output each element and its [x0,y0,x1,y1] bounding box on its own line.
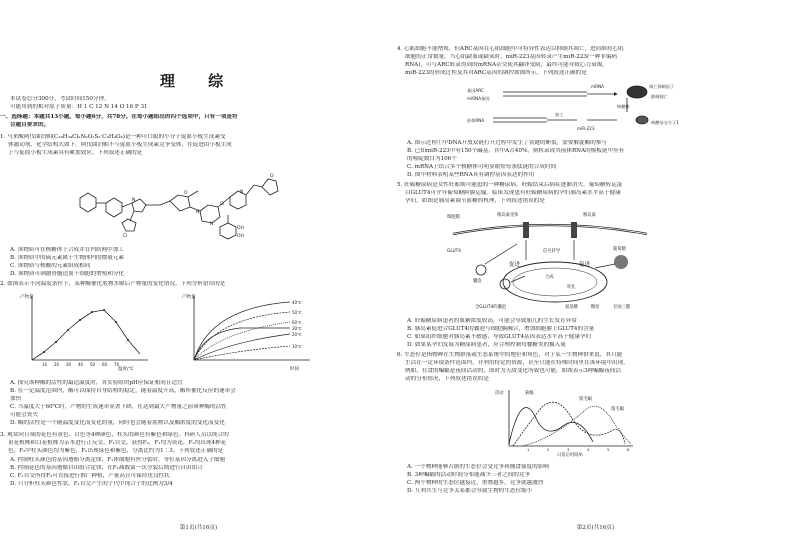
q6-option-b: B. 3种蝙蝠的活动时间分布能减少三者之间的竞争 [407,472,531,478]
q2-graph-temperature [18,292,153,372]
q5-label: 信号转导 [543,249,561,254]
q1-option-b: B. 该物质中的硫元素属于生物体内的微量元素 [10,255,124,261]
q4-option-d: D. 图中材料表明某些RNA具有调控基因表达的作用 [407,172,535,178]
q4-label: 加工 [555,112,564,117]
q3-stem-3: 色，F₂中柱头颜色均为紫色，F₂出现绿色和紫色，分离比约为1∶3。下列叙述正确的是 [8,448,224,454]
q2-option-b-cont: 加快 [10,396,22,402]
q4-stem-2: 细胞的正常数量。当心肌缺血或缺氧时，miR-223基因转录产生miR-223(一种非编码 [405,54,618,60]
q6-series-label: 银毛蝠 [579,397,592,402]
q5-label: 氨基酸 [565,305,578,310]
exam-info-time: 本试卷总分300分，考试时间150分钟。 [10,96,110,102]
svg-text:O: O [184,191,188,196]
q5-option-b: B. 胰岛素促进合GLUT4的囊泡与细胞膜融合，增加细胞膜上GLUT4的含量 [407,326,595,332]
q2-graph1-xlabel: 温度/℃ [118,367,134,372]
q2-graph2-curve-label: 30℃ [292,326,302,331]
q3-option-b: B. 控制花色的基因遵循自由组合定律，在F₁减数第一次分裂后期进行自由组合 [10,465,203,471]
q6-option-d: D. 互利共生与竞争关系都会导致生物的生态位缩小 [407,488,533,494]
q2-option-b: B. 在一定温度范围内，酶可以保持自身结构的稳定，随着温度升高，酶所催化反应的速率会 [10,388,236,394]
q5-stem-1: 5. 妊娠糖尿病是女性妊娠期可能患的一种糖尿病，妊娠结束后病症逐渐消失。葡萄糖转运蛋 [397,182,623,188]
q1-option-a: A. 该物质可在核糖体上合成并在内质网中加工 [10,247,124,253]
q3-option-c: C. F₁自交所得F₂可直接进行推广种植，产量高且可保持优良性状 [10,473,170,479]
q6-xtick: 5 [607,447,610,452]
section-heading-line1: 一、选择题：本题共13小题，每小题6分，共78分。在每小题给出的四个选项中，只有一项是符 [0,114,238,120]
q6-series-label: 菊蝠 [525,391,534,396]
q6-option-a: A. 一个物种能够占据的生态位会受竞争和捕食强度的影响 [407,464,549,470]
exam-info-atomic-mass: 可能用到的相对原子质量：H 1 C 12 N 14 O 16 P 31 [10,104,148,110]
svg-text:OH: OH [237,234,244,239]
page-title: 理 综 [159,72,238,90]
q5-stem-3: 孕妇。如图是胰岛素调节血糖的机理，下列叙述错误的是 [405,198,545,204]
q2-stem: 2. 如图表示不同温度条件下，某种酶催化底物水解后产物量的变化情况。下列分析错误的是 [0,281,226,287]
svg-text:O: O [270,174,274,179]
q6-stem-1: 6. 生态位是指物种在生物群落或生态系统中的地位和角色，对于某一生物种群来说，其只能 [397,352,623,358]
q1-stem-3: 上与促血小板生成素具有累加效应。下列叙述正确的是 [8,150,143,156]
q4-label: 凋亡抑制因子 [649,84,675,89]
q2-graph1-xtick: 40 [78,362,84,367]
q2-graph2-curve-label: 60℃ [292,320,302,325]
svg-text:OH: OH [237,226,244,231]
q1-chemical-structure [70,163,285,243]
q1-stem-2: 体激动剂，化学结构式如下。阿伐曲泊帕不与促血小板生成素竞争受体，在促进由小板生成 [8,142,232,148]
q6-xtick: 2 [547,447,550,452]
q6-xtick: 1 [527,447,530,452]
q2-graph1-xtick: 60 [102,362,108,367]
q6-stem-4: 动的分布情况，下列叙述错误的是 [405,376,489,382]
svg-text:Cl: Cl [123,234,128,239]
q6-bat-activity-graph [493,386,643,458]
svg-text:N: N [210,222,214,227]
q4-label: 核酸杂交分子1 [651,120,679,125]
q4-label: 抑制凋亡 [651,94,668,99]
q4-regulation-diagram [467,80,697,138]
q4-label: 前体RNA [467,118,485,123]
q5-label: 转化 [567,285,576,290]
q4-label: 基因ARC [467,88,484,93]
q4-label: mRNA [591,84,604,89]
q5-option-c: C. 如果组织细胞对胰岛素不敏感，导致GLUT4基因表达水平高于健康孕妇 [407,334,592,340]
q4-label: 核糖体 [617,104,630,109]
q2-graph1-xtick: 20 [54,362,60,367]
q5-label: 葡萄糖 [613,247,626,252]
q2-graph2-curve-label: 40℃ [292,300,302,305]
q2-graph-time [180,292,315,372]
q6-series-label: 蓬毛蝠 [611,407,624,412]
q5-stem-2: 白GLUT4可介导葡萄糖跨膜运输。临床发现患有妊娠糖尿病的孕妇胰岛素水平高于健康 [405,190,621,196]
q5-label: 合成 [545,275,554,280]
q2-option-c: C. 当温度大于60℃时，产物的生成速率显著下降，在达到最大产物量之前该种酶的活性 [10,404,227,410]
q2-graph2-curve-label: 50℃ [292,310,302,315]
q6-option-c: C. 两个物种的生态位越接近，重叠越多，竞争就越激烈 [407,480,544,486]
q5-label: 胰岛素 [583,213,596,218]
q2-graph1-xtick: 30 [66,362,72,367]
q5-label: 细胞膜 [447,215,460,220]
q4-option-b-cont: 的嘧啶数目为106个 [407,156,457,162]
q5-label: 促进 [579,262,591,268]
q4-option-a: A. 图示过程①中DNA开放双链打开过程中发生了氢键的断裂，需要解旋酶的参与 [407,140,608,146]
q2-graph2-xlabel: 时间 [290,367,299,372]
q2-option-d: D. 酶的活性是一个随温度变化而变化的量，同时也会随着底物以及酶浓度的变化而变化 [10,420,225,426]
q3-option-d: D. 只分析柱头颜色性状，F₁自交产生的子代中纯合子的比例为3/4 [10,481,173,487]
svg-text:N: N [196,210,200,215]
q4-stem-3: RNA)，可与ARC转录得到的mRNA杂交使其翻译受阻，最终可能导致心力衰竭。 [405,62,608,68]
svg-text:N: N [240,190,244,195]
q6-xtick: 6 [627,447,630,452]
q4-option-c: C. mRNA上结合多个核糖体可明显缩短每条肽链的合成时间 [407,164,557,170]
q5-label: 糖原 [591,305,600,310]
q6-xtick: 4 [587,447,590,452]
q2-option-a: A. 探究该种酶的活性的最适温度时，各实验组的pH应保证相同且适宜 [10,380,183,386]
q2-graph1-ylabel: 产物量 [20,295,34,300]
q5-label: 胰岛素受体 [497,213,519,218]
q5-label: 含GLUT4的囊泡 [475,305,507,310]
q6-stem-3: 例如，在食的蝙蝠是夜间活动的，即时为天敌变化所致也可能。如图表示3种蝙蝠夜间活 [405,368,622,374]
q3-stem-1: 3. 观赏向日葵的花色有黄色、白色等4种颜色，柱头的颜色有紫色和绿色。科研人员以纯合的 [0,432,229,438]
q5-label: GLUT4 [447,249,462,254]
q4-stem-1: 4. 心肌细胞不能增殖，但ARC基因在心肌细胞中可特异性表达以抑制其凋亡，进而维持心肌 [397,46,624,52]
svg-text:N: N [132,198,136,203]
q6-stem-2: 生活在一定环境条件范围内，并利用特定的资源，甚至只能在特殊时间里在该环境中出现， [405,360,629,366]
q6-ylabel: 活动 [495,391,504,396]
q3-option-a: A. 控制柱头颜色的基因遵循分离定律，F₁体细胞有丝分裂时，等位基因分离进入子细胞 [10,457,226,463]
q2-option-c-cont: 可能会丧失 [10,412,38,418]
q5-option-a: A. 妊娠糖尿病患者的血糖浓度较高，可能会导致胎儿的生长发育异常 [407,318,577,324]
q5-label: 甘油三酯 [613,305,631,310]
q5-option-d: D. 如果某孕妇发展为糖尿病患者，应合理控制每餐糖类的摄入量 [407,342,566,348]
q3-stem-2: 黄花植株和白花植株为亲本进行正反交，F₁自交，获得F₂，F₁均为黄花，F₂均出现4种花 [8,440,227,446]
q5-insulin-diagram [445,208,655,312]
q5-label: 促进 [509,262,521,268]
svg-text:Cl: Cl [220,202,225,207]
right-page [397,0,794,547]
q4-label: miRNA基因 [467,96,490,101]
q2-graph2-curve-label: 20℃ [292,332,302,337]
q6-xlabel: 日落后时间/h [557,453,583,458]
q1-option-d: D. 该物质可刺激骨髓造血干细胞的增殖和分化 [10,271,125,277]
q2-graph2-curve-label: 10℃ [292,344,302,349]
q2-graph1-xtick: 10 [42,362,48,367]
q4-label: miR-223 [577,126,595,131]
q4-stem-4: miR-223的形成过程及其对ARC基因的调控如图所示。下列叙述正确的是 [405,70,587,76]
q2-graph1-xtick: 70 [114,362,120,367]
page-footer-right: 第2页(共16页) [576,525,615,531]
page-footer-left: 第1页(共16页) [179,525,218,531]
q5-label: 囊泡 [473,279,482,284]
section-heading-line2: 合题目要求的。 [10,122,50,128]
q1-stem-1: 1. 马来酸阿伐曲泊帕(C₂₉H₃₄Cl₂N₆O₃S₂·C₄H₄O₄)是一种可口服的小分子促血小板生成素受 [0,134,226,140]
q2-graph2-ylabel: 产物量 [182,295,196,300]
q1-option-c: C. 该物质与核酸的元素组成相同 [10,263,91,269]
q6-xtick: 3 [567,447,570,452]
q2-graph1-xtick: 50 [90,362,96,367]
q4-option-b: B. 已知miR-223中有150个碱基，其中A占40%，则转录成其前体RNA的模板链中应有 [407,148,625,154]
